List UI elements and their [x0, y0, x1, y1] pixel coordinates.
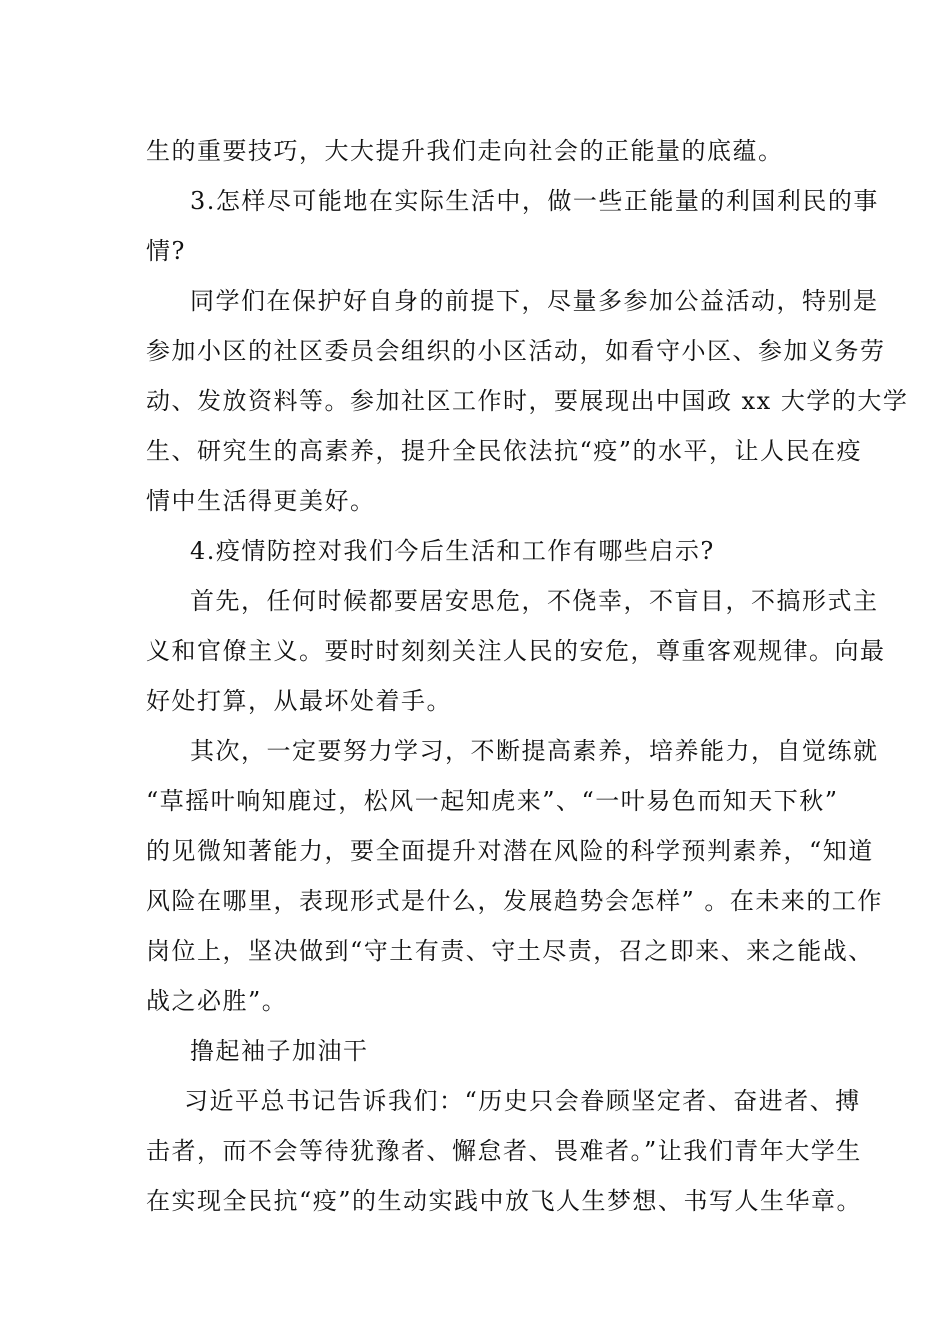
text-line: 战之必胜”。	[146, 987, 288, 1015]
text-line: 参加小区的社区委员会组织的小区活动，如看守小区、参加义务劳	[146, 337, 886, 365]
text-line: 动、发放资料等。参加社区工作时，要展现出中国政 xx 大学的大学	[146, 387, 909, 415]
section-heading: 撸起袖子加油干	[190, 1037, 369, 1065]
text-line: 在实现全民抗“疫”的生动实践中放飞人生梦想、书写人生华章。	[146, 1187, 863, 1215]
question-heading: 4.疫情防控对我们今后生活和工作有哪些启示?	[190, 537, 715, 565]
paragraph-start: 习近平总书记告诉我们：“历史只会眷顾坚定者、奋进者、搏	[184, 1087, 861, 1115]
text-line: “草摇叶响知鹿过，松风一起知虎来”、“一叶易色而知天下秋”	[146, 787, 839, 815]
paragraph-start: 其次，一定要努力学习，不断提高素养，培养能力，自觉练就	[190, 737, 879, 765]
text-line: 生的重要技巧，大大提升我们走向社会的正能量的底蕴。	[146, 137, 784, 165]
text-line: 好处打算，从最坏处着手。	[146, 687, 452, 715]
text-line: 岗位上，坚决做到“守土有责、守土尽责，召之即来、来之能战、	[146, 937, 874, 965]
paragraph-start: 首先，任何时候都要居安思危，不侥幸，不盲目，不搞形式主	[190, 587, 879, 615]
text-line: 情中生活得更美好。	[146, 487, 376, 515]
question-heading: 3.怎样尽可能地在实际生活中，做一些正能量的利国利民的事	[190, 187, 879, 215]
paragraph-start: 同学们在保护好自身的前提下，尽量多参加公益活动，特别是	[190, 287, 879, 315]
text-line: 义和官僚主义。要时时刻刻关注人民的安危，尊重客观规律。向最	[146, 637, 886, 665]
text-line: 情?	[146, 237, 186, 265]
text-line: 击者，而不会等待犹豫者、懈怠者、畏难者。”让我们青年大学生	[146, 1137, 862, 1165]
text-line: 生、研究生的高素养，提升全民依法抗“疫”的水平，让人民在疫	[146, 437, 863, 465]
text-line: 风险在哪里，表现形式是什么，发展趋势会怎样” 。在未来的工作	[146, 887, 883, 915]
text-line: 的见微知著能力，要全面提升对潜在风险的科学预判素养，“知道	[146, 837, 874, 865]
